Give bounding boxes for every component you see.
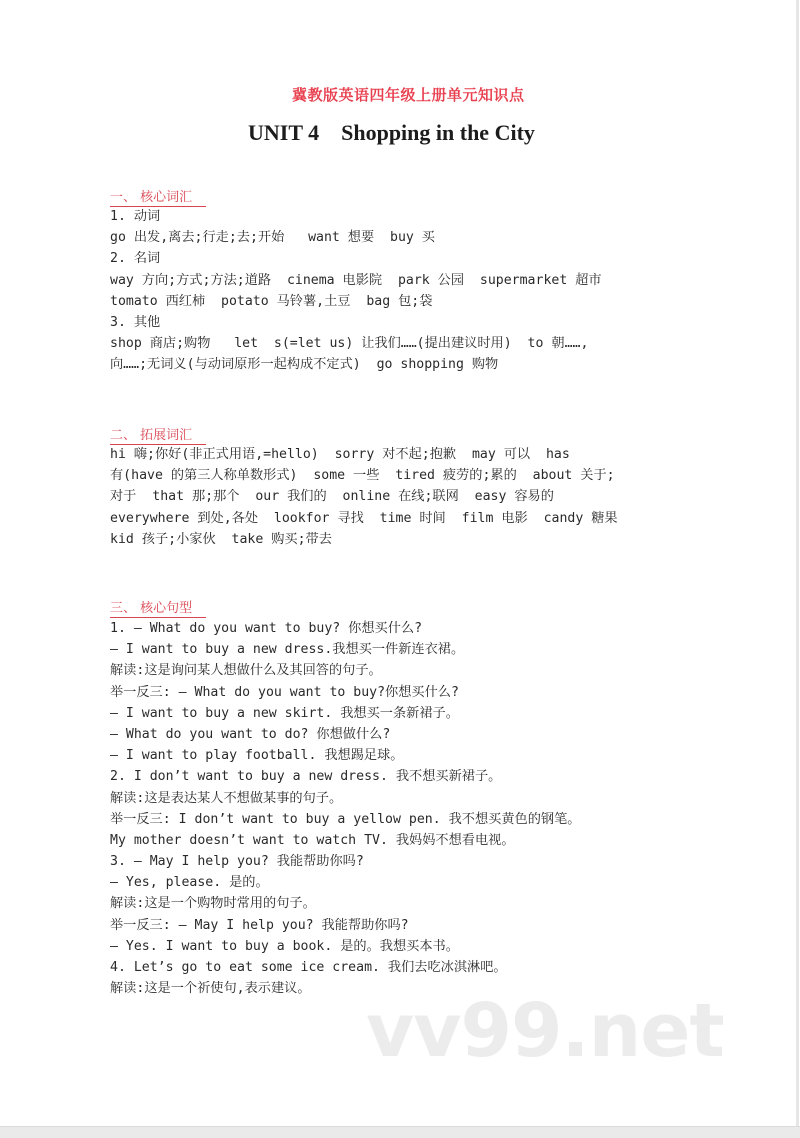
text-line: — What do you want to do? 你想做什么? [110, 726, 391, 742]
text-line: 举一反三: I don’t want to buy a yellow pen. 我不想买黄色的钢笔。 [110, 811, 581, 827]
section-heading-core-sentences: 三、 核心句型 [110, 601, 206, 618]
section-heading-core-vocabulary: 一、 核心词汇 [110, 190, 206, 207]
text-line: tomato 西红柿 potato 马铃薯,土豆 bag 包;袋 [110, 293, 433, 309]
text-line: 3. 其他 [110, 314, 161, 330]
text-line: 解读:这是一个祈使句,表示建议。 [110, 981, 311, 997]
text-line: 解读:这是询问某人想做什么及其回答的句子。 [110, 663, 382, 679]
section-core-sentences [110, 618, 690, 999]
text-line: shop 商店;购物 let s(=let us) 让我们……(提出建议时用) to 朝……, [110, 336, 589, 352]
text-line: 举一反三: — What do you want to buy?你想买什么? [110, 684, 459, 700]
text-line: — Yes, please. 是的。 [110, 875, 269, 891]
text-line: 2. I don’t want to buy a new dress. 我不想买新裙子。 [110, 769, 502, 785]
text-line: 4. Let’s go to eat some ice cream. 我们去吃冰淇淋吧。 [110, 960, 507, 975]
text-line: 3. — May I help you? 我能帮助你吗? [110, 854, 364, 870]
text-line: — I want to buy a new skirt. 我想买一条新裙子。 [110, 705, 459, 721]
section-heading-extended-vocabulary: 二、 拓展词汇 [110, 428, 206, 445]
text-line: 解读:这是表达某人不想做某事的句子。 [110, 790, 343, 806]
text-line: everywhere 到处,各处 lookfor 寻找 time 时间 film 电影 candy 糖果 [110, 510, 618, 526]
text-line: 1. — What do you want to buy? 你想买什么? [110, 621, 423, 636]
text-line: 对于 that 那;那个 our 我们的 online 在线;联网 easy 容易的 [110, 489, 554, 505]
text-line: My mother doesn’t want to watch TV. 我妈妈不想看电视。 [110, 832, 515, 848]
text-line: — I want to play football. 我想踢足球。 [110, 748, 404, 764]
text-line: 向……;无词义(与动词原形一起构成不定式) go shopping 购物 [110, 357, 499, 373]
text-line: 有(have 的第三人称单数形式) some 一些 tired 疲劳的;累的 about 关于; [110, 468, 615, 484]
text-line: way 方向;方式;方法;道路 cinema 电影院 park 公园 supermarket 超市 [110, 272, 602, 288]
page-bottom-edge [0, 1126, 800, 1138]
text-line: 举一反三: — May I help you? 我能帮助你吗? [110, 917, 409, 933]
document-subtitle: 冀教版英语四年级上册单元知识点 [292, 86, 525, 104]
text-line: hi 嗨;你好(非正式用语,=hello) sorry 对不起;抱歉 may 可以 has [110, 447, 570, 462]
text-line: 1. 动词 [110, 209, 161, 224]
text-line: 2. 名词 [110, 251, 161, 267]
text-line: — I want to buy a new dress.我想买一件新连衣裙。 [110, 642, 465, 658]
text-line: go 出发,离去;行走;去;开始 want 想要 buy 买 [110, 230, 435, 246]
document-title: UNIT 4 Shopping in the City [248, 120, 535, 145]
text-line: 解读:这是一个购物时常用的句子。 [110, 896, 316, 912]
text-line: — Yes. I want to buy a book. 是的。我想买本书。 [110, 938, 459, 954]
text-line: kid 孩子;小家伙 take 购买;带去 [110, 531, 332, 547]
section-core-vocabulary [110, 206, 690, 376]
section-extended-vocabulary [110, 444, 690, 550]
watermark: vv99.net [366, 988, 724, 1074]
